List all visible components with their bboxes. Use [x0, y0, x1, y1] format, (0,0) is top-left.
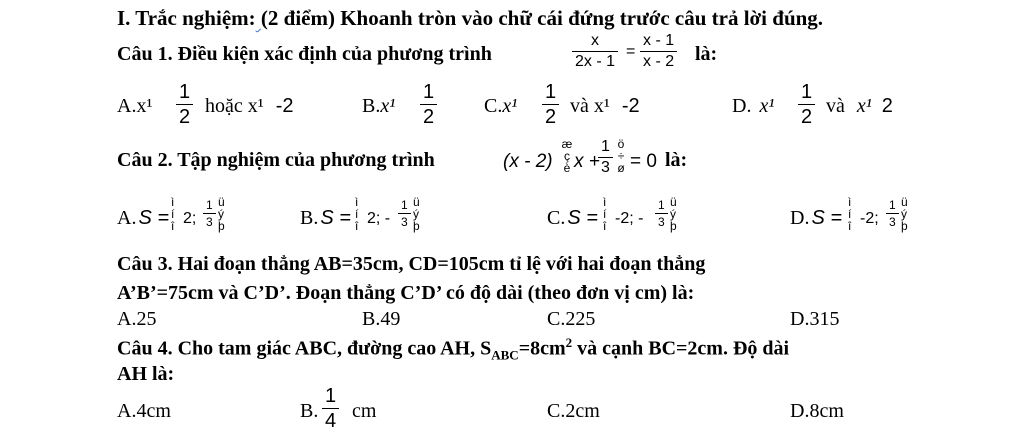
- q4-line-1: [117, 336, 789, 362]
- option-mid: và x¹: [570, 95, 610, 117]
- set-symbol: S =: [567, 207, 598, 229]
- fraction-num: 1: [889, 198, 896, 212]
- q1-option-b-label: [362, 96, 395, 116]
- q4-line-2: AH là:: [117, 363, 175, 385]
- q4-subscript: ABC: [491, 347, 519, 363]
- q2-option-b-left-brace: ì í î: [355, 195, 359, 233]
- fraction-den: 3: [401, 215, 408, 229]
- q2-prompt: Câu 2. Tập nghiệm của phương trình: [117, 149, 435, 171]
- q4-option-c: C.2cm: [547, 400, 600, 422]
- fraction-den: 3: [601, 159, 610, 176]
- set-symbol: S =: [320, 207, 351, 229]
- q4-option-a: A.4cm: [117, 400, 171, 422]
- q2-option-a-right-brace: ü ý þ: [218, 195, 225, 233]
- q2-option-b-values: 2; -: [367, 210, 391, 227]
- q3-option-d: D.315: [790, 308, 840, 330]
- fraction-den: 3: [658, 215, 665, 229]
- fraction-den: 2: [545, 106, 557, 128]
- fraction-num: 1: [179, 81, 191, 103]
- q1-option-d-label: [732, 96, 774, 116]
- option-letter: B.: [300, 207, 319, 229]
- fraction-den: 2: [179, 106, 191, 128]
- option-symbol: x¹: [380, 95, 396, 117]
- q1-option-c-fraction: [542, 82, 559, 127]
- option-symbol: x¹: [502, 95, 518, 117]
- option-letter: A.: [117, 95, 137, 117]
- option-tail: -2: [621, 95, 640, 117]
- q4-text-mid: =8cm: [518, 337, 566, 360]
- fraction-num: 1: [658, 198, 665, 212]
- bracket-glyph: ç: [564, 149, 570, 163]
- fraction-num: 1: [423, 81, 435, 103]
- q2-left-bracket: [561, 138, 573, 174]
- q3-option-a: A.25: [117, 308, 157, 330]
- q2-option-a-left-brace: ì í î: [171, 195, 175, 233]
- q2-suffix: là:: [665, 149, 688, 171]
- bracket-glyph: ö: [617, 137, 625, 151]
- q1-lhs-den: 2x - 1: [575, 53, 616, 70]
- q2-option-d-fraction: [886, 199, 899, 228]
- q1-option-a-text: [205, 96, 294, 116]
- q2-option-d: [790, 208, 842, 228]
- q4-text-post: và cạnh BC=2cm. Độ dài: [572, 337, 790, 360]
- q1-suffix: là:: [695, 43, 718, 65]
- option-letter: B.: [362, 95, 381, 117]
- q4-superscript: 2: [565, 335, 573, 350]
- q4-option-b-fraction: [322, 386, 339, 431]
- q1-lhs-fraction: [572, 33, 618, 70]
- fraction-num: 1: [545, 81, 557, 103]
- fraction-den: 4: [325, 410, 337, 432]
- q1-option-c-text: [570, 96, 640, 116]
- q2-option-a: [117, 208, 169, 228]
- option-letter: C.: [484, 95, 503, 117]
- q4-option-b-unit: cm: [352, 400, 377, 422]
- option-tail: -2: [275, 95, 294, 117]
- q1-option-d-fraction: [798, 82, 815, 127]
- option-symbol: x¹: [856, 95, 872, 117]
- q3-line-1: Câu 3. Hai đoạn thẳng AB=35cm, CD=105cm tỉ lệ với hai đoạn thẳng: [117, 253, 706, 275]
- option-mid: hoặc x¹: [205, 95, 264, 117]
- q2-option-c: [547, 208, 598, 228]
- q2-option-d-right-brace: ü ý þ: [901, 195, 908, 233]
- q1-lhs-num: x: [591, 32, 599, 49]
- bracket-glyph: è: [563, 161, 571, 175]
- bracket-glyph: ø: [617, 161, 625, 175]
- q2-option-c-values: -2; -: [615, 210, 644, 227]
- q2-option-c-right-brace: ü ý þ: [670, 195, 677, 233]
- q2-equation: [503, 152, 553, 171]
- q3-option-b: B.49: [362, 308, 401, 330]
- q2-eq-x: x +: [574, 151, 600, 172]
- fraction-num: 1: [325, 385, 337, 407]
- bracket-glyph: ÷: [617, 149, 625, 163]
- option-symbol: x¹: [136, 95, 153, 117]
- q1-option-b-fraction: [420, 82, 437, 127]
- q1-rhs-den: x - 2: [643, 53, 675, 70]
- q2-option-b-fraction: [398, 199, 411, 228]
- q1-rhs-num: x - 1: [643, 32, 675, 49]
- option-letter: A.: [117, 207, 137, 229]
- fraction-den: 3: [206, 215, 213, 229]
- set-symbol: S =: [811, 207, 843, 229]
- option-letter: D.: [732, 95, 752, 117]
- q4-option-b-letter: B.: [300, 400, 319, 422]
- q3-option-c: C.225: [547, 308, 596, 330]
- q2-option-c-left-brace: ì í î: [603, 195, 607, 233]
- q2-option-a-values: 2;: [183, 210, 197, 227]
- section-points: (2 điểm) Khoanh tròn vào chữ cái đứng trước câu trả lời đúng.: [260, 6, 824, 30]
- fraction-den: 3: [889, 215, 896, 229]
- q2-eq-fraction: [598, 139, 613, 176]
- q2-right-bracket: [615, 138, 627, 174]
- q4-text-pre: Câu 4. Cho tam giác ABC, đường cao AH, S: [117, 337, 492, 360]
- option-tail: 2: [881, 95, 893, 117]
- fraction-den: 2: [423, 106, 435, 128]
- q2-option-a-fraction: [203, 199, 216, 228]
- q2-option-d-values: -2;: [860, 210, 879, 227]
- q2-eq-tail: = 0: [630, 151, 657, 172]
- q1-option-c-label: [484, 96, 517, 116]
- q1-option-a-fraction: [176, 82, 193, 127]
- set-symbol: S =: [138, 207, 170, 229]
- section-heading: [117, 8, 823, 29]
- option-letter: D.: [790, 207, 810, 229]
- q2-option-d-left-brace: ì í î: [848, 195, 852, 233]
- q1-equals: =: [626, 43, 636, 60]
- fraction-num: 1: [206, 198, 213, 212]
- q4-option-d: D.8cm: [790, 400, 844, 422]
- q2-option-b-right-brace: ü ý þ: [413, 195, 420, 233]
- fraction-den: 2: [801, 106, 813, 128]
- option-letter: C.: [547, 207, 566, 229]
- fraction-num: 1: [801, 81, 813, 103]
- option-mid: và: [826, 95, 845, 117]
- fraction-num: 1: [601, 138, 610, 155]
- q1-prompt: Câu 1. Điều kiện xác định của phương trình: [117, 43, 492, 65]
- q1-option-d-text: [826, 96, 893, 116]
- section-title: I. Trắc nghiệm:: [117, 6, 256, 30]
- bracket-glyph: æ: [561, 137, 573, 151]
- q3-line-2: A’B’=75cm và C’D’. Đoạn thẳng C’D’ có độ dài (theo đơn vị cm) là:: [117, 282, 695, 304]
- q2-option-c-fraction: [655, 199, 668, 228]
- q1-option-a-label: [117, 96, 152, 116]
- q1-rhs-fraction: [640, 33, 677, 70]
- option-symbol: x¹: [759, 95, 775, 117]
- fraction-num: 1: [401, 198, 408, 212]
- q2-eq-left: (x - 2): [503, 151, 553, 172]
- q2-option-b: [300, 208, 351, 228]
